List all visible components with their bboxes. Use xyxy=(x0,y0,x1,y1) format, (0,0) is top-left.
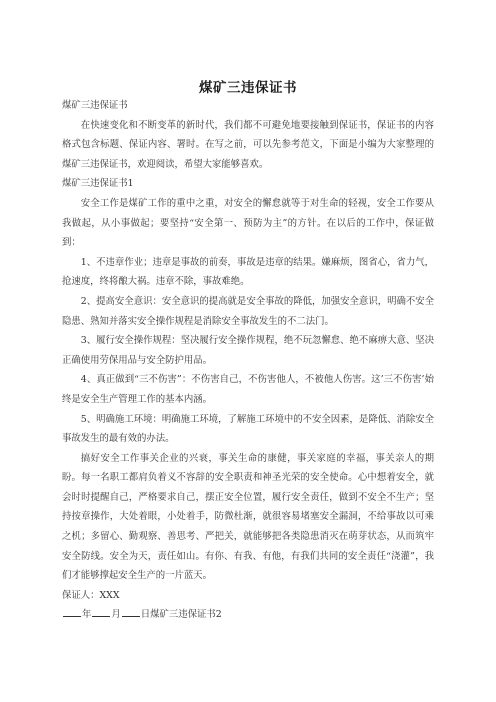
document-body xyxy=(62,96,434,625)
list-item: 5、明确施工环境：明确施工环境，了解施工环境中的不安全因素，是降低、消除安全事故发生的最有效的办法。 xyxy=(62,413,434,445)
date-year-label: 年 xyxy=(82,609,92,621)
body-paragraph: 搞好安全工作事关企业的兴衰，事关生命的康健，事关家庭的幸福，事关亲人的期盼。每一名职工都肩负着义不容辞的安全职责和神圣光荣的安全使命。心中想着安全，就会时时提醒自己，严格要求自己，摆正安全位置，履行安全责任，做到不安全不生产；坚持按章操作，大处着眼，小处着手，防微杜渐，就很容易堵塞安全漏洞，不给事故以可乘之机；多留心、勤观察、善思考、严把关，就能够把各类隐患消灭在萌芽状态，从而筑牢安全防线。安全为天，责任如山。有你、有我、有他，有我们共同的安全责任“浇灌”，我们才能够撑起安全生产的一片蓝天。 xyxy=(62,452,434,582)
guarantor-line: 保证人：XXX xyxy=(62,589,120,601)
list-item: 3、履行安全操作规程：坚决履行安全操作规程，绝不玩忽懈怠、绝不麻痹大意、坚决正确使用劳保用品与安全防护用品。 xyxy=(62,335,434,366)
document-heading: 煤矿三违保证书 xyxy=(62,100,128,111)
body-paragraph: 安全工作是煤矿工作的重中之重，对安全的懈怠就等于对生命的轻视，安全工作要从我做起，从小事做起；要坚持“安全第一、预防为主”的方针。在以后的工作中，保证做到： xyxy=(62,197,434,249)
date-month-label: 月 xyxy=(111,609,121,621)
document-title: 煤矿三违保证书 xyxy=(199,80,297,96)
blank-underline xyxy=(92,606,110,617)
list-item: 4、真正做到“三不伤害”：不伤害自己，不伤害他人，不被他人伤害。这’三不伤害’始终是安全生产管理工作的基本内涵。 xyxy=(62,374,434,405)
list-item: 2、提高安全意识：安全意识的提高就是安全事故的降低，加强安全意识，明确不安全隐患、熟知并落实安全操作规程是消除安全事故发生的不二法门。 xyxy=(62,295,434,327)
list-item: 1、不违章作业；违章是事故的前奏，事故是违章的结果。嫌麻烦，图省心，省力气，抢速度，终将酿大祸。违章不除，事故难绝。 xyxy=(62,256,434,288)
intro-paragraph: 在快速变化和不断变革的新时代，我们都不可避免地要接触到保证书，保证书的内容格式包含标题、保证内容、署时。在写之前，可以先参考范文，下面是小编为大家整理的煤矿三违保证书，欢迎阅读，希望大家能够喜欢。 xyxy=(62,119,434,170)
blank-underline xyxy=(63,606,81,617)
section-title: 煤矿三违保证书1 xyxy=(62,178,134,190)
blank-underline xyxy=(122,606,140,617)
date-line xyxy=(62,605,434,625)
date-day-label: 日煤矿三违保证书2 xyxy=(140,609,222,621)
